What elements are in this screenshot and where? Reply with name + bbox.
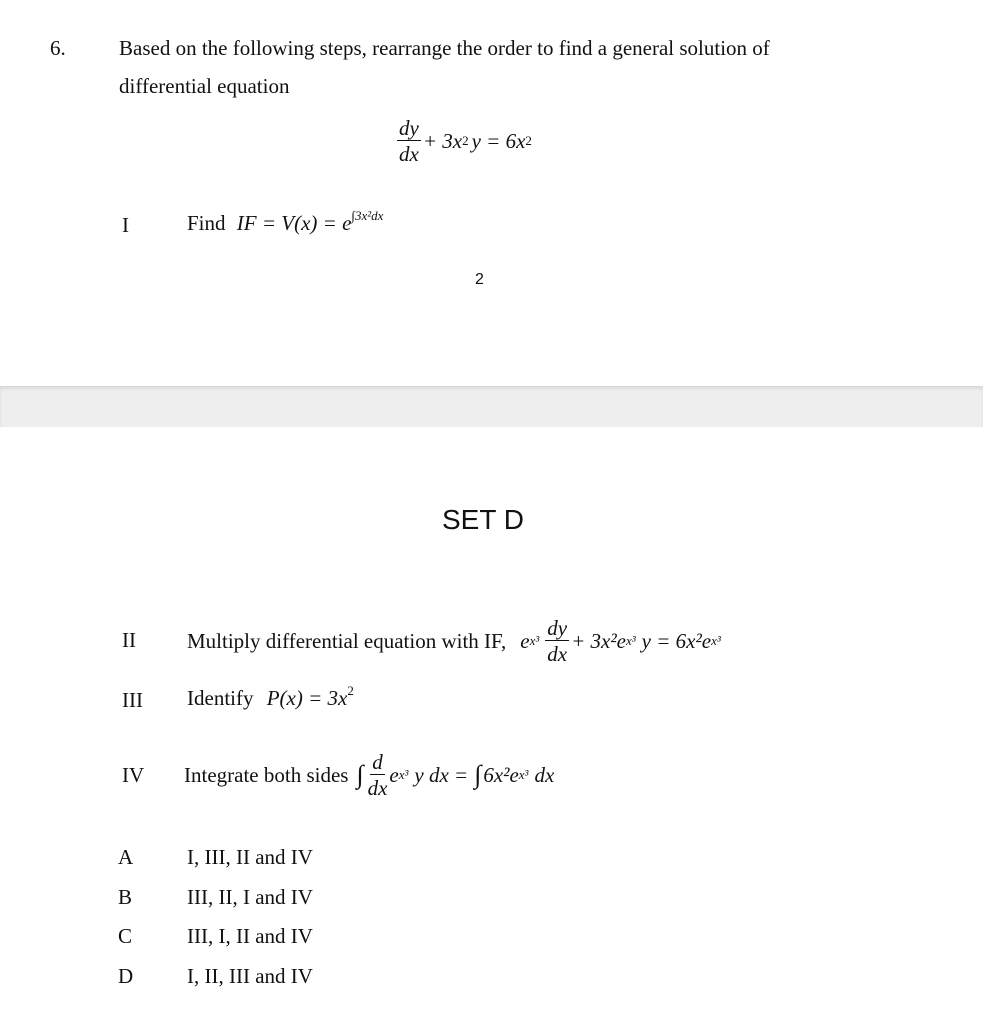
step-label-IV: IV	[122, 763, 145, 787]
option-D-text[interactable]: I, II, III and IV	[187, 964, 313, 988]
main-equation: $\frac{dy}{dx}$ + 3x 2 y = 6x 2	[399, 116, 532, 167]
page-top	[0, 0, 983, 386]
d-dx-fraction: $\frac{d}{dx}$	[367, 750, 388, 801]
step-label-III: III	[122, 688, 143, 712]
option-C-letter: C	[118, 924, 133, 948]
step-I: Find IF = $V(x) = e^{\int 3x^2dx}$	[187, 208, 384, 235]
page-bottom	[0, 427, 983, 1033]
dy-dx-fraction: $\frac{dy}{dx}$	[399, 116, 419, 167]
page-gap	[0, 386, 983, 427]
step-II: Multiply differential equation with IF, e x³ $\frac{dy}{dx}$ + 3x²e x³ y = 6x²e x³	[187, 616, 721, 667]
page-number: 2	[475, 271, 484, 288]
step-label-II: II	[122, 628, 136, 652]
option-D-letter: D	[118, 964, 134, 988]
set-title: SET D	[442, 504, 524, 535]
question-line-2: differential equation	[119, 74, 290, 98]
step-III: Identify $P(x) = 3x^2$	[187, 683, 354, 710]
option-B-letter: B	[118, 885, 133, 909]
step-IV: Integrate both sides ∫ $\frac{d}{dx}$ e x³ y dx = ∫ 6x²e x³ dx	[184, 750, 555, 801]
option-B-text[interactable]: III, II, I and IV	[187, 885, 313, 909]
option-A-text[interactable]: I, III, II and IV	[187, 845, 313, 869]
dy-dx-fraction-II: $\frac{dy}{dx}$	[547, 616, 568, 667]
question-line-1: Based on the following steps, rearrange the order to find a general solution of	[119, 36, 770, 60]
question-number: 6.	[50, 36, 66, 60]
option-A-letter: A	[118, 845, 134, 869]
option-C-text[interactable]: III, I, II and IV	[187, 924, 313, 948]
step-label-I: I	[122, 213, 129, 237]
